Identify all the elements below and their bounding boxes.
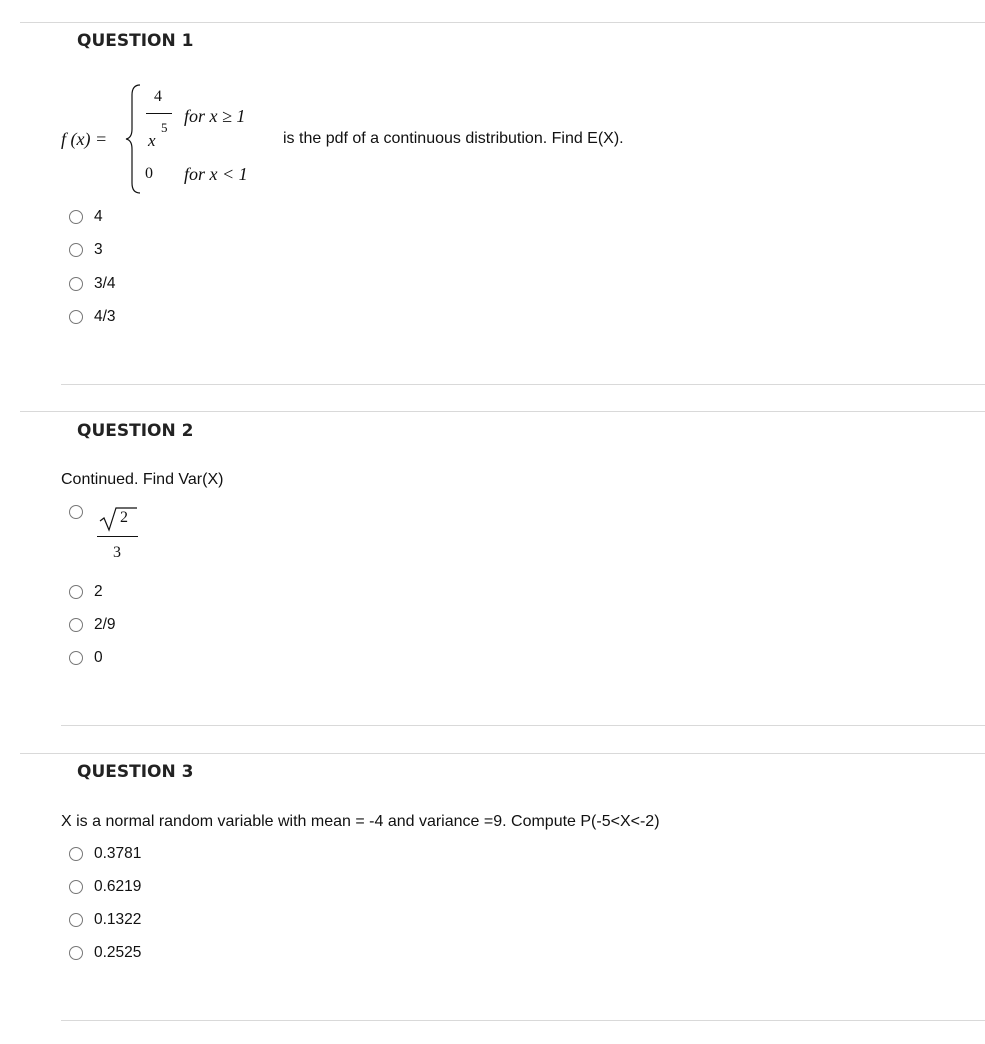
q2-option-4-label: 0: [94, 649, 103, 666]
q2-option-3-radio[interactable]: [69, 618, 83, 632]
q2-option-2-radio[interactable]: [69, 585, 83, 599]
q1-case1-numerator: 4: [154, 88, 162, 105]
q2-option-4-radio[interactable]: [69, 651, 83, 665]
q1-option-1[interactable]: [69, 208, 103, 226]
q2-prompt: Continued. Find Var(X): [61, 471, 224, 488]
q1-prompt: is the pdf of a continuous distribution. Find E(X).: [283, 130, 624, 147]
q1-top-divider: [20, 22, 985, 23]
q1-option-4[interactable]: [69, 308, 116, 326]
q1-case1-condition: for x ≥ 1: [184, 106, 246, 126]
q1-title: QUESTION 1: [77, 31, 194, 51]
q1-case1-denominator-base: x: [148, 131, 156, 150]
q3-option-3-radio[interactable]: [69, 913, 83, 927]
q3-bottom-divider: [61, 1020, 985, 1021]
q1-bottom-divider: [61, 384, 985, 385]
q2-top-divider: [20, 411, 985, 412]
q2-option-1-radicand: 2: [120, 509, 128, 526]
q1-option-4-radio[interactable]: [69, 310, 83, 324]
q2-title: QUESTION 2: [77, 421, 194, 441]
q3-option-2-radio[interactable]: [69, 880, 83, 894]
q1-option-3-radio[interactable]: [69, 277, 83, 291]
q1-option-1-radio[interactable]: [69, 210, 83, 224]
q3-top-divider: [20, 753, 985, 754]
q1-option-1-label: 4: [94, 208, 103, 225]
q1-option-3-label: 3/4: [94, 275, 116, 292]
q3-option-2[interactable]: [69, 878, 141, 896]
q2-option-2[interactable]: [69, 583, 103, 601]
q3-option-1-label: 0.3781: [94, 845, 142, 862]
q1-case2-value: 0: [145, 165, 153, 182]
q3-option-4-label: 0.2525: [94, 944, 142, 961]
q2-option-1-radio[interactable]: [69, 505, 83, 519]
q2-option-2-label: 2: [94, 583, 103, 600]
q3-title: QUESTION 3: [77, 762, 194, 782]
q1-option-2-label: 3: [94, 241, 103, 258]
q1-case1-denominator-exp: 5: [161, 120, 168, 135]
q1-formula-lhs: f (x) =: [61, 129, 108, 149]
q3-option-2-label: 0.6219: [94, 878, 142, 895]
q3-option-4[interactable]: [69, 944, 141, 962]
q1-brace: [124, 83, 144, 195]
q3-option-4-radio[interactable]: [69, 946, 83, 960]
q2-option-1[interactable]: [69, 503, 83, 521]
q3-prompt: X is a normal random variable with mean = -4 and variance =9. Compute P(-5<X<-2): [61, 813, 660, 830]
q1-case2-condition: for x < 1: [184, 164, 248, 184]
q1-option-2[interactable]: [69, 241, 103, 259]
q1-case1-fraction-line: [146, 113, 172, 114]
q2-option-1-fraction-line: [97, 536, 138, 537]
q2-bottom-divider: [61, 725, 985, 726]
q2-option-3-label: 2/9: [94, 616, 116, 633]
sqrt-icon: [99, 506, 139, 532]
q2-option-1-denominator: 3: [113, 544, 121, 561]
q3-option-1-radio[interactable]: [69, 847, 83, 861]
q3-option-1[interactable]: [69, 845, 141, 863]
q2-option-4[interactable]: [69, 649, 103, 667]
q1-option-4-label: 4/3: [94, 308, 116, 325]
q3-option-3-label: 0.1322: [94, 911, 142, 928]
q1-option-2-radio[interactable]: [69, 243, 83, 257]
q2-option-3[interactable]: [69, 616, 116, 634]
q1-option-3[interactable]: [69, 275, 116, 293]
q3-option-3[interactable]: [69, 911, 141, 929]
